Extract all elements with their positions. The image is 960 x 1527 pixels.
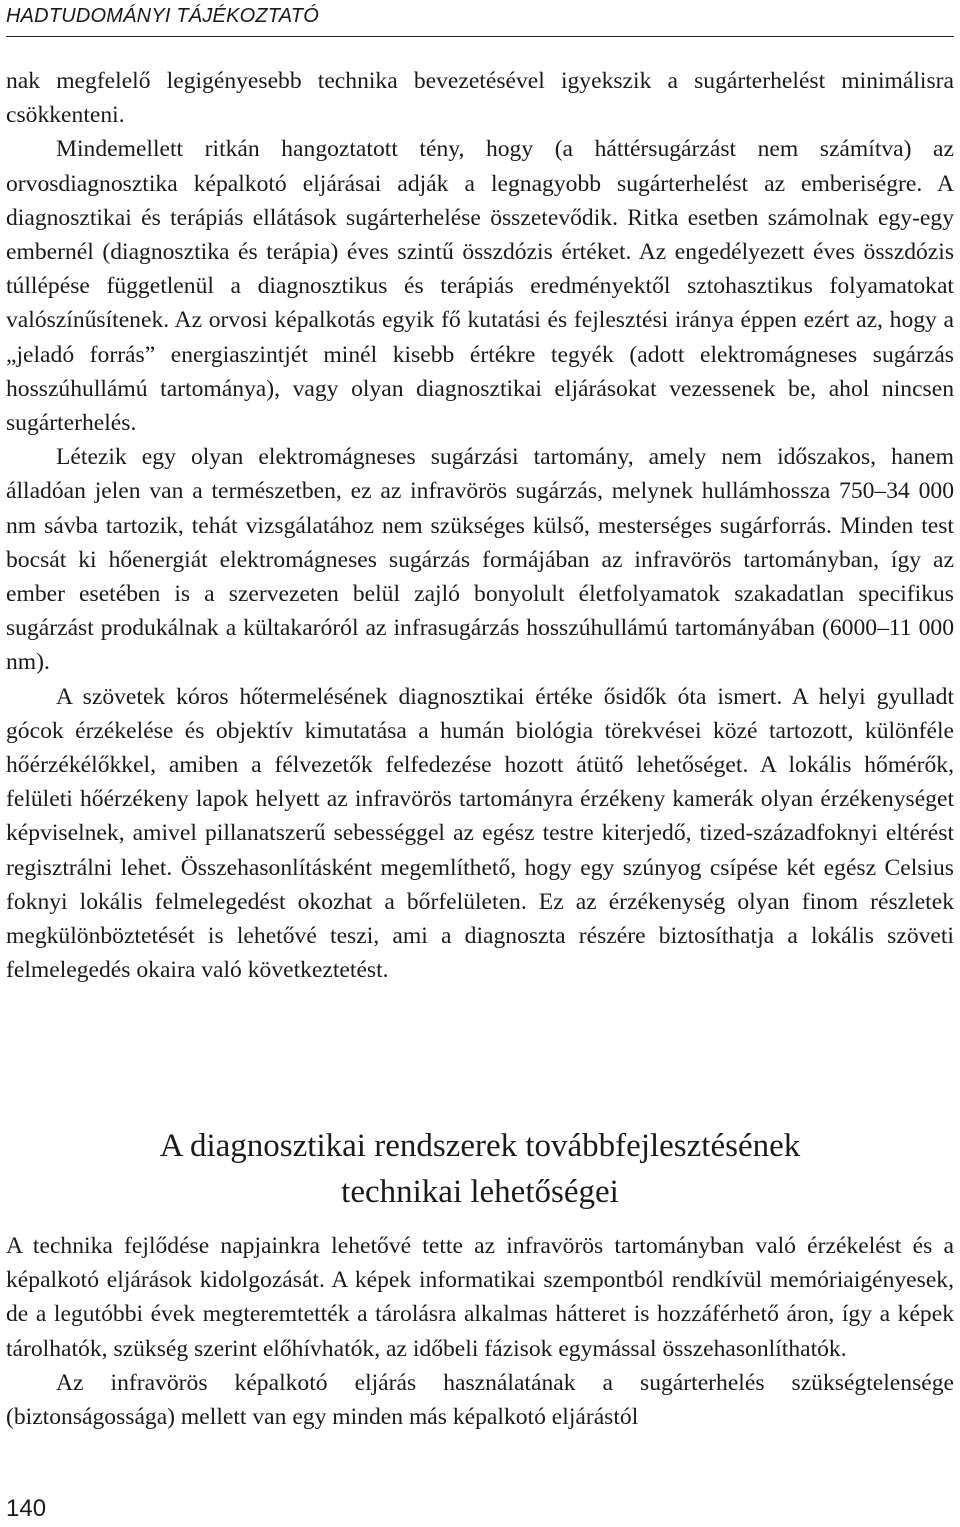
paragraph: A technika fejlődése napjainkra lehetővé tette az infravörös tartományban való érzékelést és a képalkotó eljárások kidolgozását. A képek informatikai szempontból rendkívül memóriaigényesek, de a legutóbbi évek megteremtették a tárolásra alkalmas hátteret is hozzáférhető áron, így a képek tárolhatók, szükség szerint előhívhatók, az időbeli fázisok egymással összehasonlíthatók.	[6, 1233, 954, 1362]
paragraph: A szövetek kóros hőtermelésének diagnosztikai értéke ősidők óta ismert. A helyi gyulladt gócok érzékelése és objektív kimutatása a humán biológia törekvései közé tartozott, különféle hőérzékélőkkel, amiben a félvezetők felfedezése hozott átütő lehetőséget. A lokális hőmérők, felületi hőérzékeny lapok helyett az infravörös tartományra érzékeny kamerák olyan érzékenységet képviselnek, amivel pillanatszerű sebességgel az egész testre kiterjedő, tized-századfoknyi eltérést regisztrálni lehet. Összehasonlításként megemlíthető, hogy egy szúnyog csípése két egész Celsius foknyi lokális felmelegedést okozhat a bőrfelületen. Ez az érzékenység olyan finom részletek megkülönböztetését is lehetővé teszi, ami a diagnoszta részére biztosíthatja a lokális szöveti felmelegedés okaira való következtetést.	[6, 683, 954, 984]
section-heading	[6, 1123, 954, 1215]
section-heading-line: A diagnosztikai rendszerek továbbfejlesztésének	[159, 1128, 801, 1164]
paragraph: Az infravörös képalkotó eljárás használatának a sugárterhelés szükségtelensége (biztonságossága) mellett van egy minden más képalkotó eljárástól	[6, 1369, 954, 1431]
section-body-text	[6, 1229, 954, 1434]
body-text	[6, 64, 954, 987]
running-header	[6, 4, 954, 37]
paragraph: nak megfelelő legigényesebb technika bevezetésével igyekszik a sugárterhelést minimálisra csökkenteni.	[6, 68, 954, 129]
paragraph: Mindemellett ritkán hangoztatott tény, hogy (a háttérsugárzást nem számítva) az orvosdiagnosztika képalkotó eljárásai adják a legnagyobb sugárterhelést az emberiségre. A diagnosztikai és terápiás ellátások sugárterhelése összetevődik. Ritka esetben számolnak egy-egy embernél (diagnosztika és terápia) éves szintű összdózis értéket. Az engedélyezett éves összdózis túllépése függetlenül a diagnosztikus és terápiás eredményektől sztohasztikus folyamatokat valószínűsítenek. Az orvosi képalkotás egyik fő kutatási és fejlesztési iránya éppen ezért az, hogy a „jeladó forrás” energiaszintjét minél kisebb értékre tegyék (adott elektromágneses sugárzás hosszúhullámú tartománya), vagy olyan diagnosztikai eljárásokat vezessenek be, ahol nincsen sugárterhelés.	[6, 136, 954, 437]
running-header-title: HADTUDOMÁNYI TÁJÉKOZTATÓ	[6, 5, 319, 27]
section-heading-line: technikai lehetőségei	[341, 1174, 619, 1210]
page-number: 140	[6, 1495, 47, 1522]
paragraph: Létezik egy olyan elektromágneses sugárzási tartomány, amely nem időszakos, hanem álladóan jelen van a természetben, ez az infravörös sugárzás, melynek hullámhossza 750–34 000 nm sávba tartozik, tehát vizsgálatához nem szükséges külső, mesterséges sugárforrás. Minden test bocsát ki hőenergiát elektromágneses sugárzás formájában az infravörös tartományban, így az ember esetében is a szervezeten belül zajló bonyolult életfolyamatok szakadatlan specifikus sugárzást produkálnak a kültakaróról az infrasugárzás hosszúhullámú tartományában (6000–11 000 nm).	[6, 444, 954, 676]
